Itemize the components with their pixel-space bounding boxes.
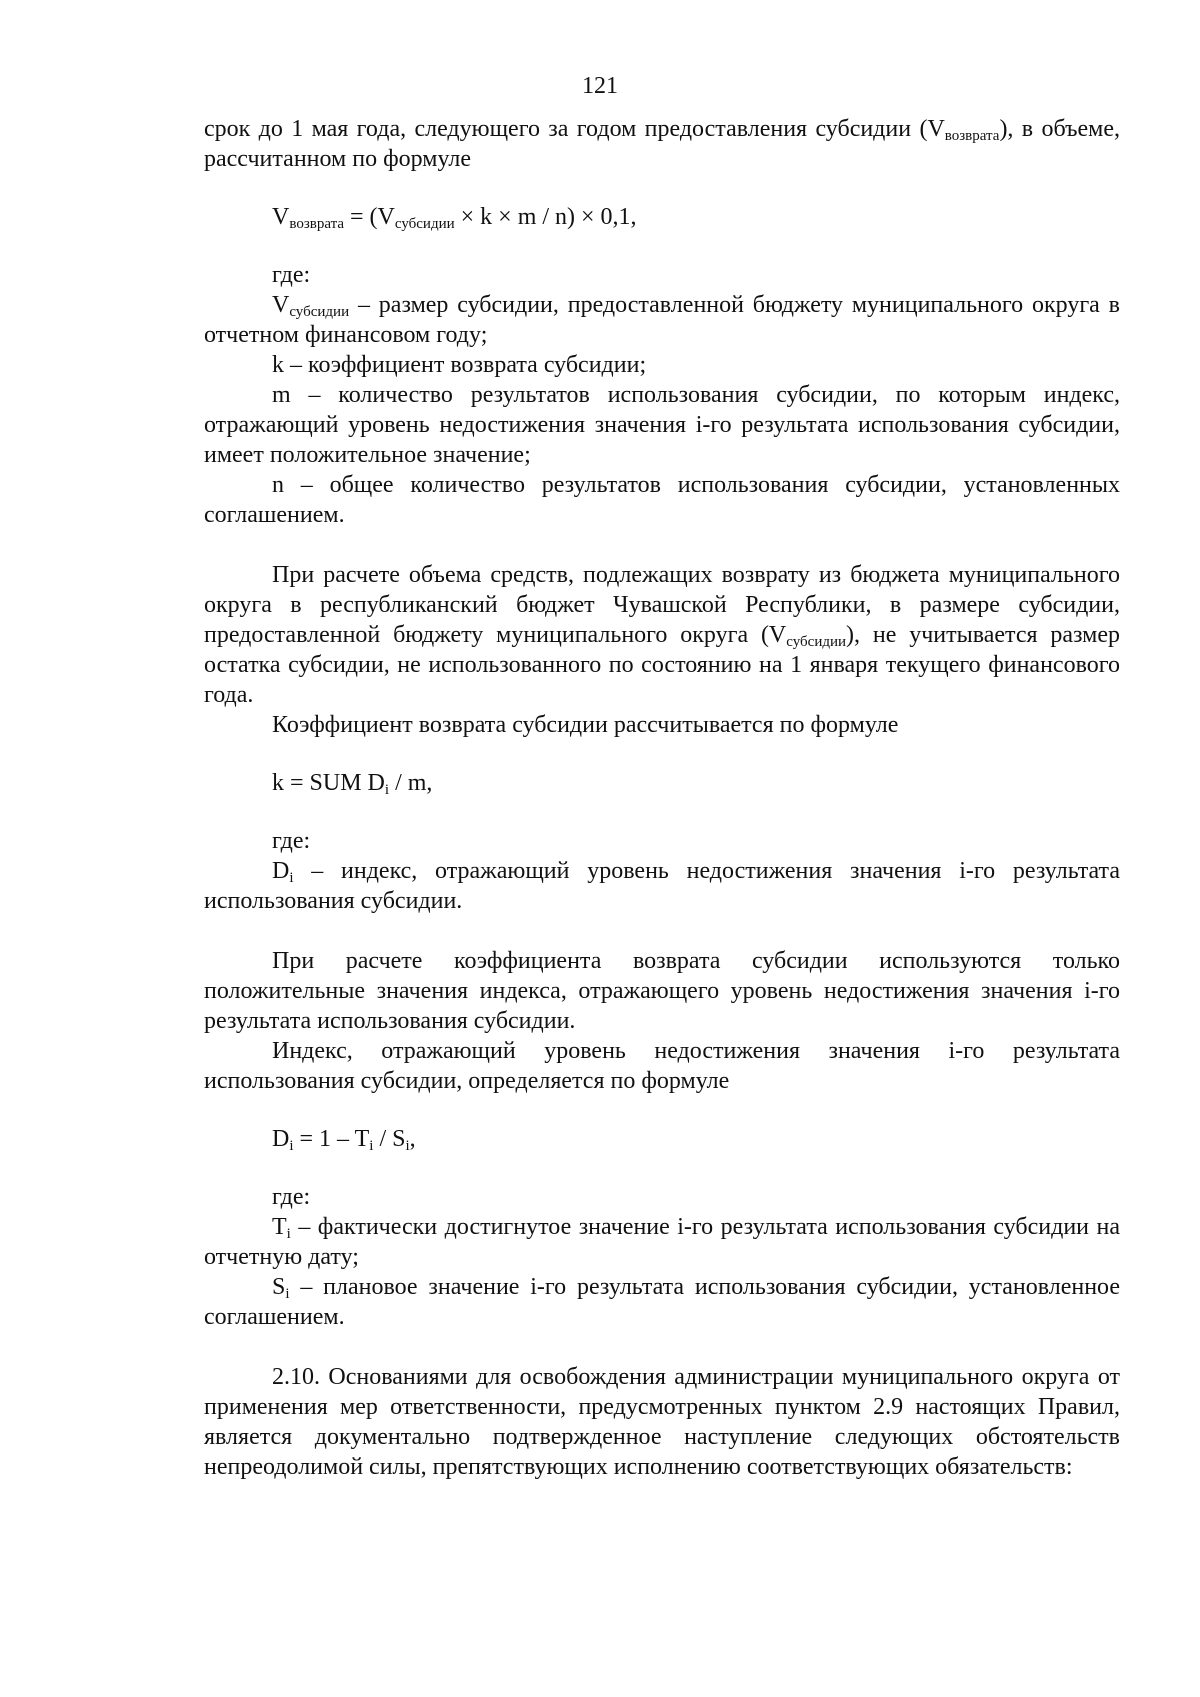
definition-m: m – количество результатов использования субсидии, по которым индекс, отражающий уровень недостижения значения i-го результата использования субсидии, имеет положительное значение; (204, 382, 1120, 468)
formula-coefficient: k = SUM $D_i$ / m, (272, 770, 433, 798)
definition-t: $T_i$ – фактически достигнутое значение i-го результата использования субсидии на отчетную дату; (204, 1214, 1120, 1270)
intro-paragraph: срок до 1 мая года, следующего за годом предоставления субсидии $(V_{возврата})$, в объеме, рассчитанном по формуле (204, 116, 1120, 172)
formula-return-volume: $V_{возврата} = (V_{субсидии} \times k \times m / n) \times 0,1$, (272, 204, 637, 232)
page-number: 121 (582, 73, 618, 99)
where-label: где: (272, 828, 311, 854)
definition-s: $S_i$ – плановое значение i-го результата использования субсидии, установленное соглашением. (204, 1274, 1120, 1330)
paragraph-positive-values: При расчете коэффициента возврата субсидии используются только положительные значения индекса, отражающего уровень недостижения значения i-го результата использования субсидии. (204, 948, 1120, 1034)
definition-d: $D_i$ – индекс, отражающий уровень недостижения значения i-го результата использования субсидии. (204, 858, 1120, 914)
paragraph-2-10: 2.10. Основаниями для освобождения администрации муниципального округа от применения мер ответственности, предусмотренных пунктом 2.9 настоящих Правил, является документально подтвержденное наступление следующих обстоятельств непреодолимой силы, препятствующих исполнению соответствующих обязательств: (204, 1364, 1120, 1480)
definition-n: n – общее количество результатов использования субсидии, установленных соглашением. (204, 472, 1120, 528)
definition-k: k – коэффициент возврата субсидии; (272, 352, 647, 378)
paragraph-coefficient: Коэффициент возврата субсидии рассчитывается по формуле (272, 712, 899, 738)
where-label: где: (272, 1184, 311, 1210)
definition-v-subsidy: $V_{субсидии}$ – размер субсидии, предоставленной бюджету муниципального округа в отчетном финансовом году; (204, 292, 1120, 348)
where-label: где: (272, 262, 311, 288)
paragraph-index: Индекс, отражающий уровень недостижения значения i-го результата использования субсидии, определяется по формуле (204, 1038, 1120, 1094)
formula-index: $D_i = 1 - T_i / S_i$, (272, 1126, 416, 1154)
document-body (204, 114, 1120, 1482)
paragraph-return-calculation: При расчете объема средств, подлежащих возврату из бюджета муниципального округа в республиканский бюджет Чувашской Республики, в размере субсидии, предоставленной бюджету муниципального округа $(V_{субсидии})$, не учитывается размер остатка субсидии, не использованного по состоянию на 1 января текущего финансового года. (204, 562, 1120, 708)
